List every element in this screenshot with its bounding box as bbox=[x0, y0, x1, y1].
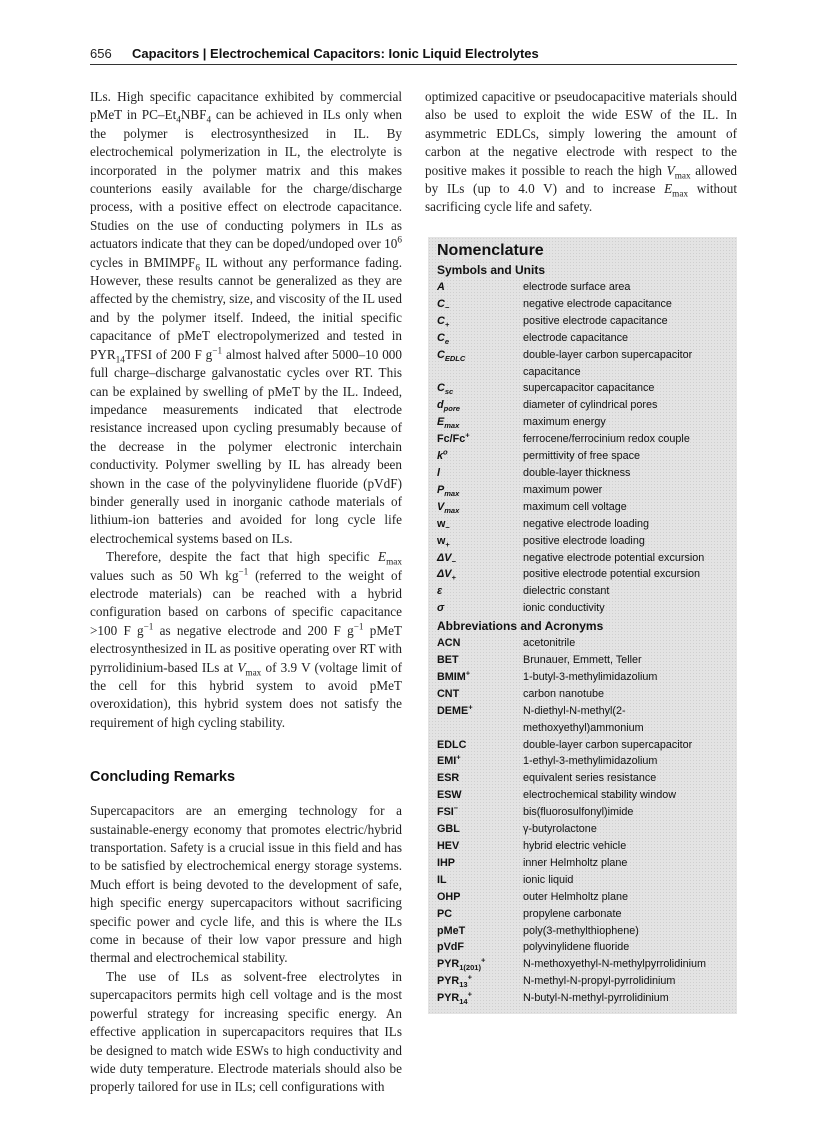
nomenclature-row bbox=[428, 990, 737, 1007]
subscript: 4 bbox=[176, 115, 181, 126]
definition: double-layer carbon supercapacitor capacitance bbox=[523, 348, 693, 378]
subscript: 6 bbox=[195, 262, 200, 273]
term: EMI+ bbox=[437, 752, 461, 768]
term: $w_-$ bbox=[437, 517, 450, 532]
term: $\Delta V_+$ bbox=[437, 568, 456, 583]
nomenclature-row bbox=[428, 516, 737, 533]
definition: negative electrode loading bbox=[523, 517, 650, 530]
definition: electrode capacitance bbox=[523, 331, 629, 344]
subscript: + bbox=[444, 319, 450, 329]
term: ESR bbox=[437, 772, 460, 785]
definition: positive electrode capacitance bbox=[523, 314, 668, 327]
left-column bbox=[90, 88, 402, 1097]
definition: ferrocene/ferrocinium redox couple bbox=[523, 433, 690, 446]
definition: acetonitrile bbox=[523, 637, 576, 650]
term: ESW bbox=[437, 789, 462, 802]
superscript: + bbox=[456, 752, 461, 762]
subscript: max bbox=[245, 667, 262, 678]
definition: N-butyl-N-methyl-pyrrolidinium bbox=[523, 992, 669, 1005]
definition: maximum power bbox=[523, 483, 603, 496]
term: A bbox=[437, 281, 445, 293]
nomenclature-row bbox=[428, 703, 737, 737]
paragraph: optimized capacitive or pseudocapacitive materials should also be used to exploit the wide ESW of the IL. In asymmetric EDLCs, simply lowering the amount of carbon at the negative electrode with respect to the positive makes it possible to reach the high $V_{max}$ allowed by ILs (up to 4.0 V) and to increase $E_{max}$ without sacrificing cycle life and safety. bbox=[425, 89, 738, 215]
nomenclature-row bbox=[428, 414, 737, 431]
header-title: Capacitors | Electrochemical Capacitors: Ionic Liquid Electrolytes bbox=[132, 46, 539, 61]
term: $\Delta V_-$ bbox=[437, 551, 456, 566]
paragraph: ILs. High specific capacitance exhibited by commercial pMeT in $PC-Et_4NBF_4$ can be achieved in ILs only when the polymer is electrosynthesized in IL. By electrochemical polymerization in IL, the electrolyte is incorporated in the polymer matrix and this makes counterions easily available for the charge/discharge process, with a positive effect on electrode capacitance. Studies on the use of conducting polymers in ILs as actuators indicate that they can be doped/undoped over $10^6$ cycles in $BMIMPF_6$ IL without any performance fading. However, these results cannot be generalized as they are affected by the chemistry, size, and viscosity of the IL used and by the polymer itself. Indeed, the initial specific capacitance of pMeT electropolymerized and tested in $PYR_{14}TFSI$ of 200 F $g^{-1}$ almost halved after 5000–10 000 full charge–discharge galvanostatic cycles over RT. This can be explained by swelling of pMeT by the IL. Indeed, impedance measurements indicated that electrode resistance increased upon cycling presumably because of the decrease in the polymer electronic interchain conductivity. Polymer swelling by IL has already been shown in the case of the polyvinylidene fluoride (pVdF) binder generally used in inorganic cathode materials of lithium-ion batteries and avoided for long cycle life electrochemical systems based on ILs. bbox=[90, 89, 402, 546]
term: HEV bbox=[437, 840, 460, 852]
definition: N-methyl-N-propyl-pyrrolidinium bbox=[523, 975, 676, 988]
nomenclature-row bbox=[428, 499, 737, 516]
nomenclature-row bbox=[428, 465, 737, 482]
nomenclature-row bbox=[428, 635, 737, 652]
subscript: − bbox=[444, 303, 450, 313]
term: $PYR_{14}^+$ bbox=[437, 989, 473, 1007]
definition: inner Helmholtz plane bbox=[523, 856, 628, 869]
nomenclature-row bbox=[428, 956, 737, 973]
term: pMeT bbox=[437, 924, 466, 937]
nomenclature-row bbox=[428, 686, 737, 703]
symbols-heading: Symbols and Units bbox=[437, 263, 546, 277]
definition: electrochemical stability window bbox=[523, 789, 677, 802]
nomenclature-row bbox=[428, 821, 737, 838]
definition: N-methoxyethyl-N-methylpyrrolidinium bbox=[523, 958, 706, 971]
abbreviations-heading: Abbreviations and Acronyms bbox=[437, 619, 604, 634]
term: OHP bbox=[437, 890, 461, 903]
term: EDLC bbox=[437, 738, 467, 751]
nomenclature-row bbox=[428, 397, 737, 414]
definition: negative electrode potential excursion bbox=[523, 551, 705, 564]
nomenclature-row bbox=[428, 550, 737, 567]
nomenclature-row bbox=[428, 923, 737, 940]
definition: equivalent series resistance bbox=[523, 772, 657, 785]
subscript: max bbox=[674, 170, 691, 181]
superscript: o bbox=[443, 447, 448, 457]
subscript: 14 bbox=[459, 997, 468, 1007]
nomenclature-row bbox=[428, 770, 737, 787]
term: CNT bbox=[437, 687, 460, 700]
subscript: e bbox=[444, 336, 450, 346]
term: $PYR_{13}^+$ bbox=[437, 972, 473, 990]
term: IL bbox=[437, 873, 447, 886]
term: BET bbox=[437, 654, 459, 667]
nomenclature-row bbox=[428, 380, 737, 397]
nomenclature-row bbox=[428, 652, 737, 669]
definition: γ-butyrolactone bbox=[523, 823, 597, 836]
definition: dielectric constant bbox=[523, 585, 610, 598]
nomenclature-row bbox=[428, 347, 737, 381]
subscript: − bbox=[445, 522, 450, 532]
definition: carbon nanotube bbox=[523, 687, 605, 700]
superscript: −1 bbox=[143, 621, 154, 632]
term: $w_+$ bbox=[437, 534, 450, 549]
superscript: −1 bbox=[238, 566, 249, 577]
nomenclature-row bbox=[428, 889, 737, 906]
term: $PYR_{1(201)}^+$ bbox=[437, 955, 486, 973]
nomenclature-row bbox=[428, 279, 737, 296]
nomenclature-box bbox=[428, 237, 737, 1014]
term: $V_{max}$ bbox=[437, 500, 460, 515]
definition: 1-butyl-3-methylimidazolium bbox=[523, 670, 658, 683]
term: l bbox=[437, 466, 440, 479]
subscript: max bbox=[386, 556, 402, 567]
term: $d_{pore}$ bbox=[437, 399, 460, 414]
definition: electrode surface area bbox=[523, 281, 631, 293]
superscript: + bbox=[468, 702, 473, 712]
right-column bbox=[425, 88, 737, 217]
nomenclature-row bbox=[428, 296, 737, 313]
definition: positive electrode loading bbox=[523, 534, 645, 547]
definition: positive electrode potential excursion bbox=[523, 568, 701, 581]
subscript: pore bbox=[443, 404, 460, 414]
nomenclature-row bbox=[428, 838, 737, 855]
term: PC bbox=[437, 907, 452, 920]
nomenclature-row bbox=[428, 787, 737, 804]
nomenclature-row bbox=[428, 600, 737, 617]
nomenclature-row bbox=[428, 973, 737, 990]
nomenclature-row bbox=[428, 431, 737, 448]
subscript: EDLC bbox=[444, 353, 466, 363]
term: Fc/Fc+ bbox=[437, 430, 470, 446]
definition: negative electrode capacitance bbox=[523, 297, 672, 310]
italic-symbol: E bbox=[664, 181, 673, 197]
superscript: 6 bbox=[397, 234, 402, 245]
superscript: − bbox=[453, 803, 459, 813]
superscript: −1 bbox=[353, 621, 364, 632]
definition: supercapacitor capacitance bbox=[523, 382, 655, 395]
nomenclature-row bbox=[428, 753, 737, 770]
definition: bis(fluorosulfonyl)imide bbox=[523, 806, 634, 819]
subscript: max bbox=[444, 421, 460, 431]
term: ε bbox=[437, 585, 443, 598]
definition: ionic conductivity bbox=[523, 602, 605, 615]
nomenclature-row bbox=[428, 737, 737, 754]
italic-symbol: V bbox=[666, 162, 675, 178]
term: ACN bbox=[437, 637, 461, 650]
definition: maximum energy bbox=[523, 416, 606, 429]
subscript: max bbox=[444, 505, 460, 515]
running-header bbox=[90, 44, 737, 65]
term: $k^o$ bbox=[437, 447, 448, 463]
superscript: + bbox=[467, 989, 473, 999]
superscript: + bbox=[465, 668, 471, 678]
nomenclature-row bbox=[428, 566, 737, 583]
nomenclature-row bbox=[428, 583, 737, 600]
nomenclature-row bbox=[428, 313, 737, 330]
definition: 1-ethyl-3-methylimidazolium bbox=[523, 755, 658, 768]
definition: double-layer thickness bbox=[523, 466, 631, 479]
term: $C_{EDLC}$ bbox=[437, 348, 466, 363]
symbols-list bbox=[428, 279, 737, 617]
nomenclature-row bbox=[428, 906, 737, 923]
subscript: + bbox=[445, 539, 450, 549]
definition: polyvinylidene fluoride bbox=[523, 941, 630, 954]
definition: permittivity of free space bbox=[523, 450, 641, 463]
subscript: max bbox=[444, 489, 460, 499]
term: DEME+ bbox=[437, 702, 473, 717]
term: GBL bbox=[437, 823, 460, 836]
term: $C_+$ bbox=[437, 314, 450, 329]
term: $P_{max}$ bbox=[437, 483, 460, 499]
term: BMIM+ bbox=[437, 668, 471, 683]
nomenclature-row bbox=[428, 482, 737, 499]
paragraph: Therefore, despite the fact that high specific $E_{max}$ values such as 50 Wh $kg^{-1}$ (referred to the weight of electrode materials) can be reached with a hybrid configuration based on carbons of specific capacitance >100 F $g^{-1}$ as negative electrode and 200 F $g^{-1}$ pMeT electrosynthesized in IL as positive operating over RT with pyrrolidinium-based ILs at $V_{max}$ of 3.9 V (voltage limit of the cell for this hybrid system to avoid pMeT overoxidation), this hybrid system does not satisfy the requirement of high cycling stability. bbox=[90, 549, 403, 730]
subscript: − bbox=[451, 556, 456, 566]
abbreviations-list bbox=[428, 635, 737, 1007]
paragraph: Supercapacitors are an emerging technology for a sustainable-energy economy that promotes electric/hybrid transportation. Safety is a crucial issue in this field and has to be satisfied by electrochemical energy storage systems. Much effort is being devoted to the development of safe, high specific energy supercapacitors without sacrificing specific power and cycle life, and this is where the ILs come in because of their low vapor pressure and high thermal and electrochemical stability. bbox=[90, 803, 402, 966]
definition: diameter of cylindrical pores bbox=[523, 399, 658, 412]
term: $C_e$ bbox=[437, 331, 450, 346]
nomenclature-row bbox=[428, 872, 737, 889]
term: $E_{max}$ bbox=[437, 416, 460, 431]
paragraph: The use of ILs as solvent-free electrolytes in supercapacitors permits high cell voltage and is the most powerful strategy for increasing specific energy. An effective application in supercapacitors requires that ILs be designed to match wide ESWs to high conductivity and wide duty temperature. Electrode materials should also be properly tailored for use in ILs; cell configurations with bbox=[90, 968, 402, 1095]
term: σ bbox=[437, 602, 445, 615]
superscript: + bbox=[465, 430, 470, 440]
nomenclature-row bbox=[428, 533, 737, 550]
nomenclature-row bbox=[428, 939, 737, 956]
definition: outer Helmholtz plane bbox=[523, 890, 629, 903]
nomenclature-row bbox=[428, 669, 737, 686]
definition: ionic liquid bbox=[523, 873, 574, 886]
page-number: 656 bbox=[90, 46, 112, 61]
nomenclature-row bbox=[428, 448, 737, 465]
term: IHP bbox=[437, 856, 455, 869]
superscript: + bbox=[467, 972, 473, 982]
definition: Brunauer, Emmett, Teller bbox=[523, 654, 642, 667]
definition: double-layer carbon supercapacitor bbox=[523, 738, 693, 751]
superscript: + bbox=[481, 955, 486, 965]
superscript: −1 bbox=[212, 345, 223, 356]
term: $C_-$ bbox=[437, 297, 450, 313]
term: $C_{sc}$ bbox=[437, 382, 454, 397]
term: FSI− bbox=[437, 803, 459, 819]
nomenclature-title: Nomenclature bbox=[437, 242, 544, 259]
subscript: 4 bbox=[206, 115, 212, 126]
definition: N-diethyl-N-methyl(2-methoxyethyl)ammonium bbox=[523, 704, 644, 734]
definition: hybrid electric vehicle bbox=[523, 840, 627, 852]
subscript: 14 bbox=[115, 354, 125, 365]
subscript: 1(201) bbox=[459, 963, 482, 973]
subscript: sc bbox=[444, 387, 454, 397]
nomenclature-row bbox=[428, 804, 737, 821]
subscript: + bbox=[451, 573, 456, 583]
italic-symbol: V bbox=[237, 659, 246, 675]
definition: poly(3-methylthiophene) bbox=[523, 924, 639, 937]
nomenclature-row bbox=[428, 855, 737, 872]
section-heading: Concluding Remarks bbox=[90, 769, 236, 786]
italic-symbol: E bbox=[378, 549, 387, 565]
definition: propylene carbonate bbox=[523, 907, 622, 920]
definition: maximum cell voltage bbox=[523, 500, 627, 513]
term: pVdF bbox=[437, 941, 464, 954]
subscript: 13 bbox=[459, 980, 468, 990]
nomenclature-row bbox=[428, 330, 737, 347]
subscript: max bbox=[672, 188, 689, 199]
